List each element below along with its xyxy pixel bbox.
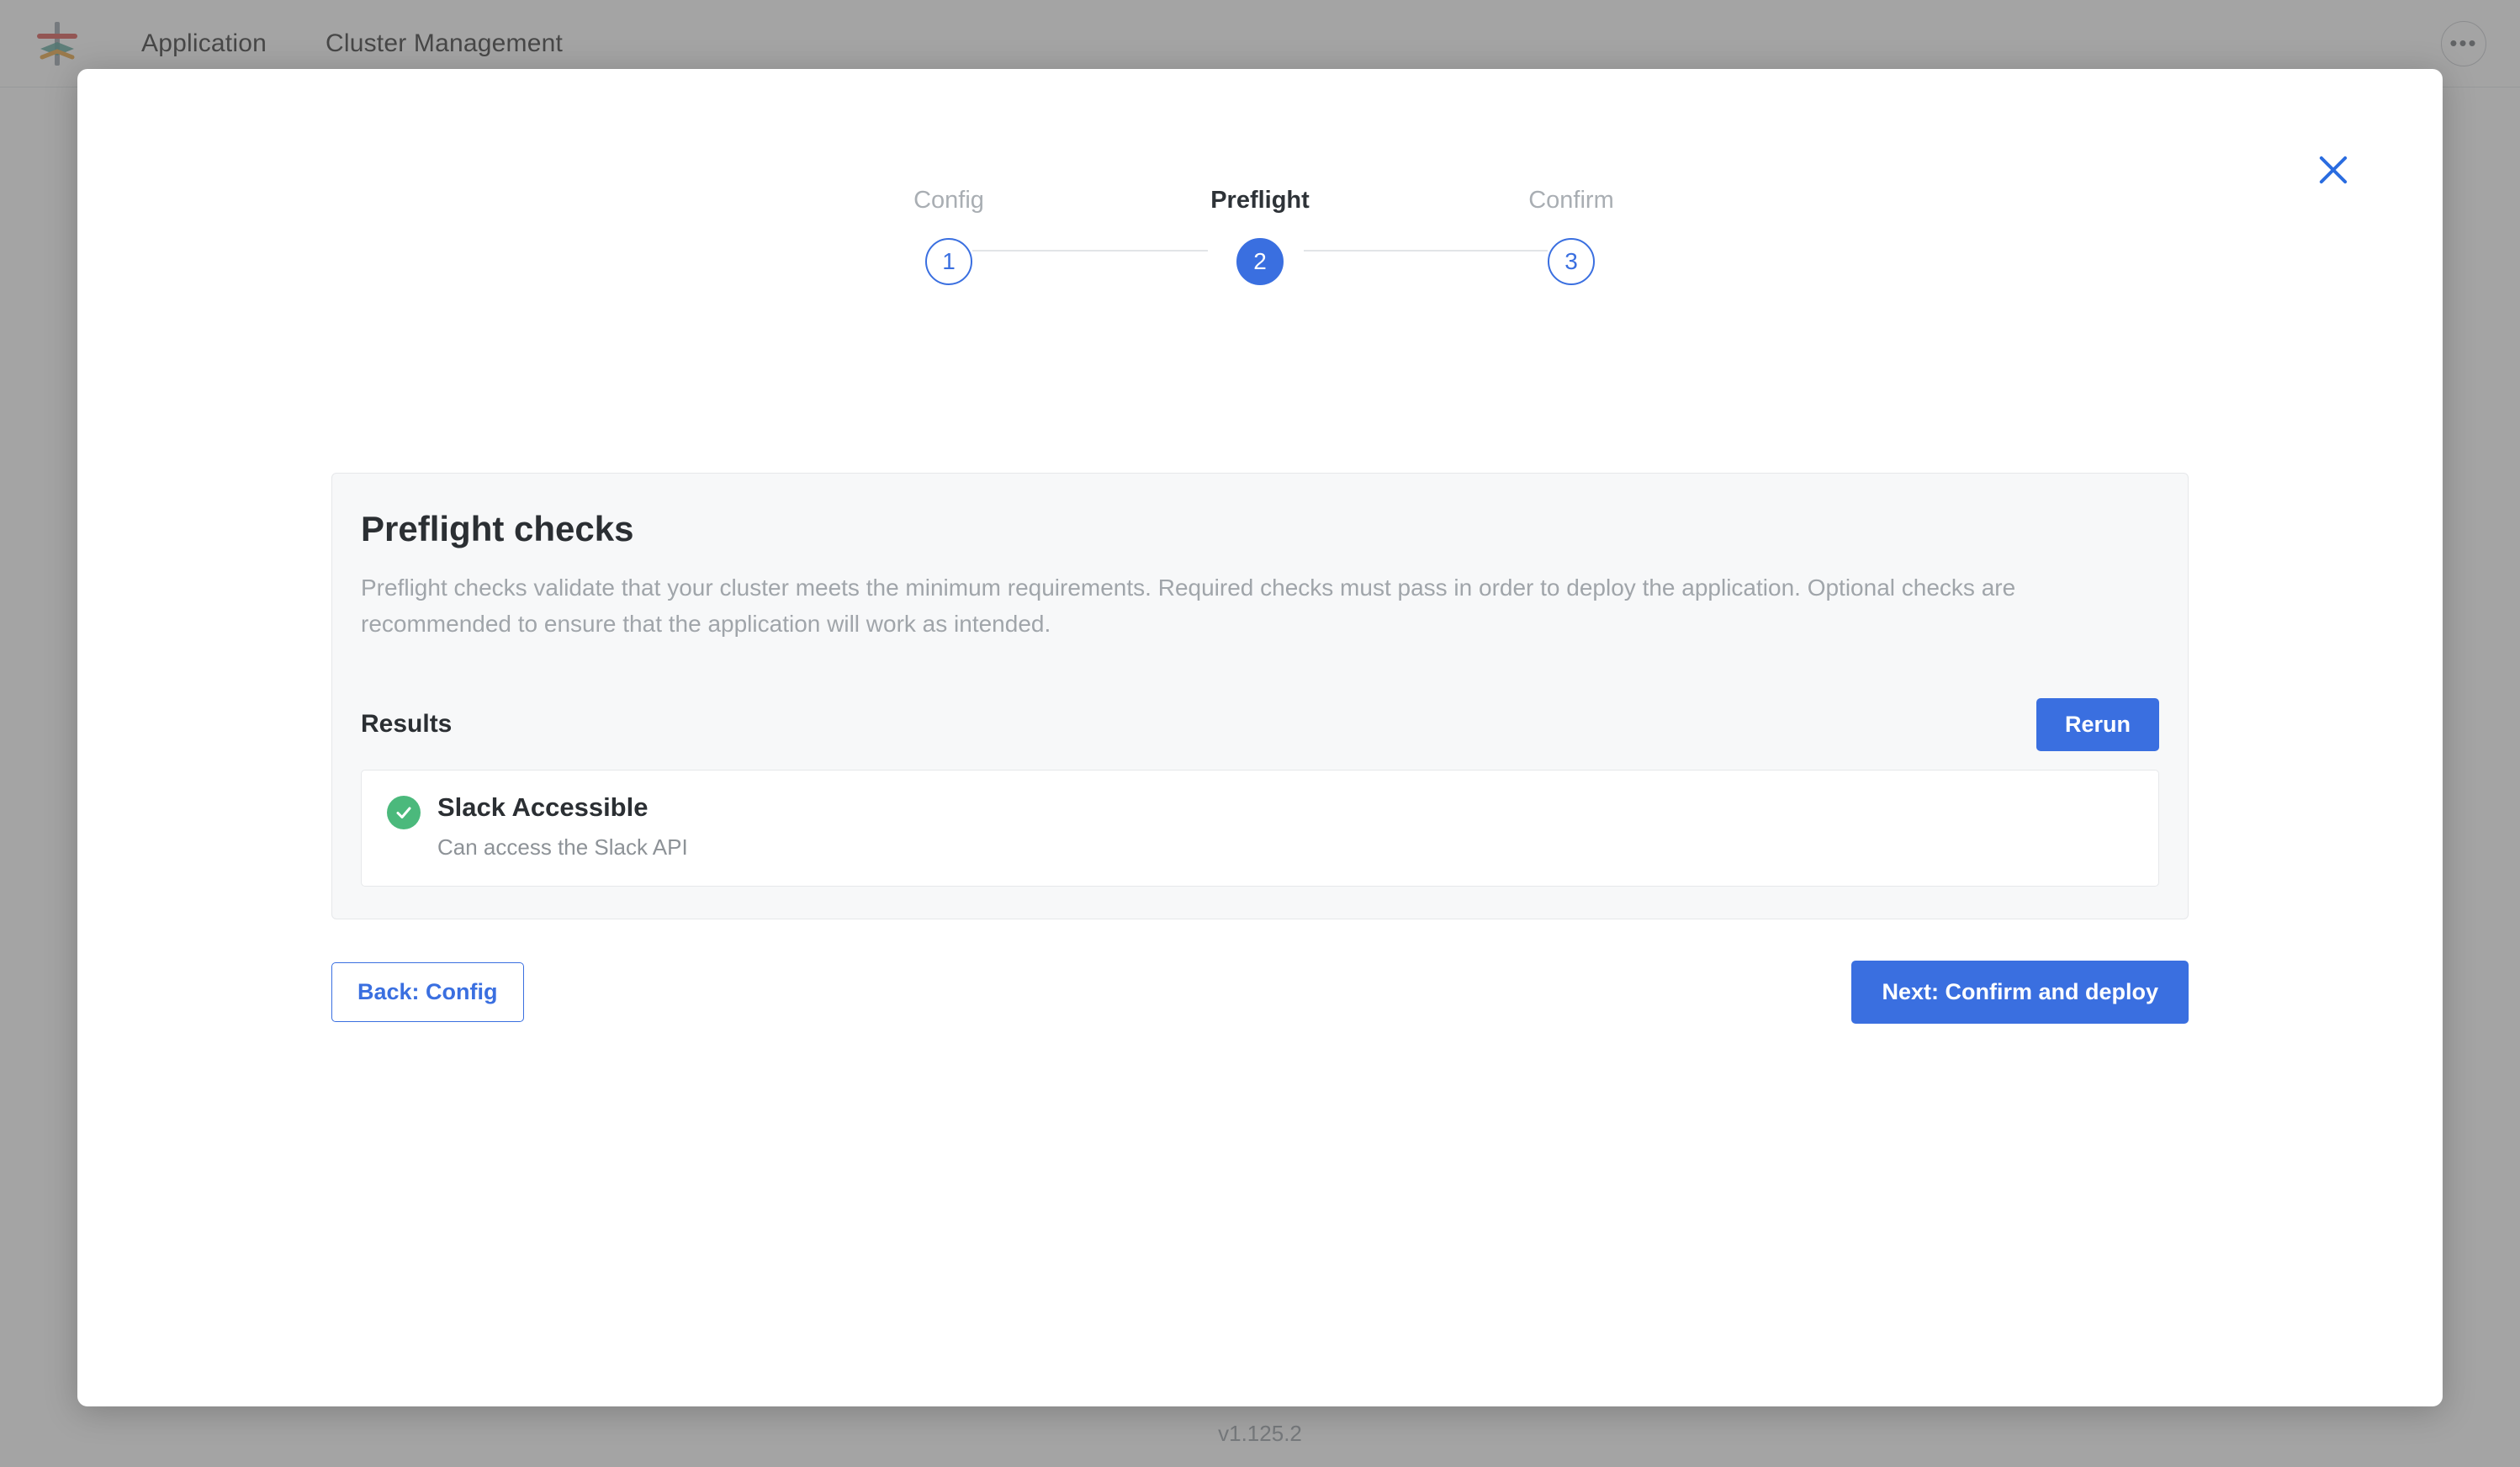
page-title: Preflight checks [361, 509, 634, 548]
rerun-button[interactable]: Rerun [2036, 698, 2159, 751]
wizard-steps [873, 187, 1647, 285]
step-config-number: 1 [925, 238, 972, 285]
list-item [362, 771, 2158, 886]
panel-description: Preflight checks validate that your cluster meets the minimum requirements. Required checks must pass in order to deploy the application. Optional checks are recommended to ensure that the application will work as intended. [361, 575, 2016, 638]
preflight-results-list [361, 770, 2159, 887]
check-description: Can access the Slack API [437, 834, 688, 860]
step-preflight-label: Preflight [1210, 187, 1310, 214]
step-config-label: Config [913, 187, 984, 214]
back-config-button[interactable]: Back: Config [331, 962, 524, 1022]
check-name: Slack Accessible [437, 792, 649, 822]
preflight-modal [77, 69, 2443, 1406]
step-preflight[interactable] [1184, 187, 1336, 285]
preflight-checks-panel [331, 473, 2189, 919]
results-header-row [361, 698, 2159, 751]
step-confirm[interactable] [1496, 187, 1647, 285]
step-connector-2 [1304, 250, 1548, 252]
step-config[interactable] [873, 187, 1024, 285]
step-confirm-label: Confirm [1528, 187, 1614, 214]
step-confirm-number: 3 [1548, 238, 1595, 285]
check-circle-icon [387, 796, 421, 829]
close-icon[interactable] [2315, 150, 2352, 187]
next-confirm-deploy-button[interactable]: Next: Confirm and deploy [1851, 961, 2189, 1024]
modal-footer [331, 961, 2189, 1024]
results-title: Results [361, 710, 453, 739]
check-text [437, 792, 688, 861]
step-preflight-number: 2 [1236, 238, 1284, 285]
step-connector-1 [972, 250, 1208, 252]
wizard-stepper [77, 187, 2443, 285]
